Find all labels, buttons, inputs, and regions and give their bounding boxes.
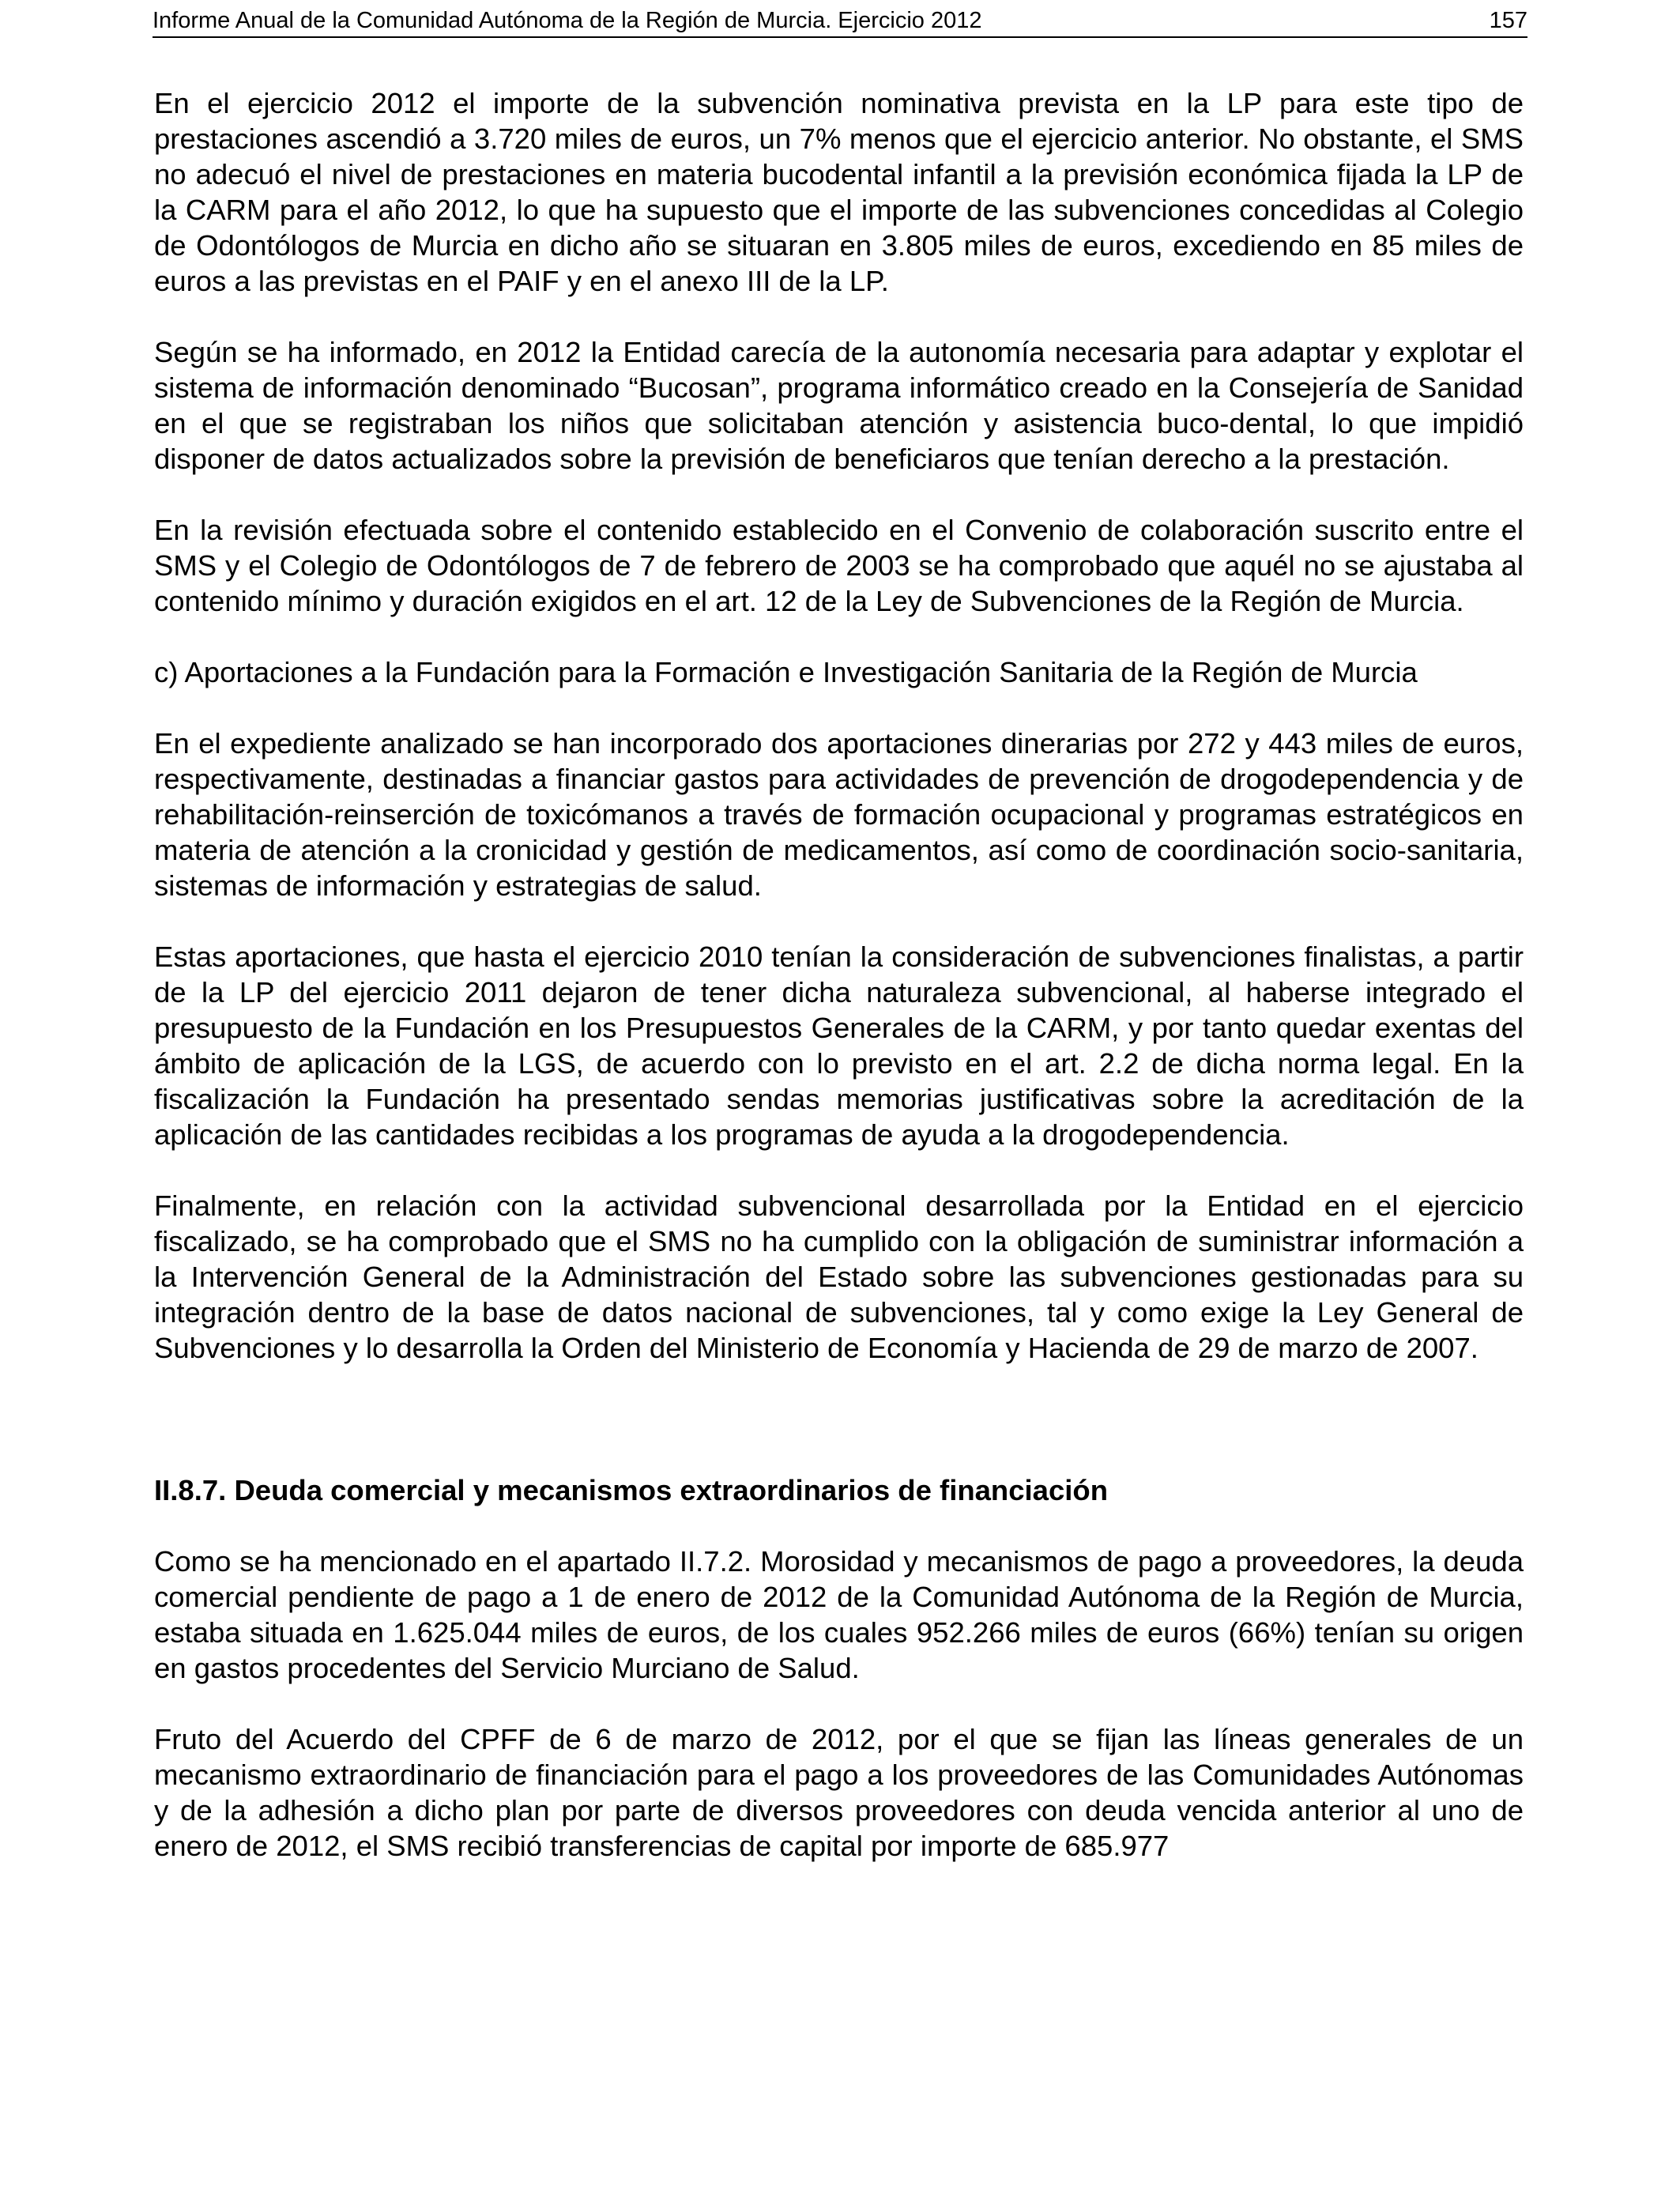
paragraph-bucosan: Según se ha informado, en 2012 la Entidad carecía de la autonomía necesaria para adaptar y explotar el sistema de información denominado “Bucosan”, programa informático creado en la Consejería de Sanidad en el que se registraban los niños que solicitaban atención y asistencia buco-dental, lo que impidió disponer de datos actualizados sobre la previsión de beneficiaros que tenían derecho a la prestación. [154,336,1524,475]
page-number: 157 [1489,8,1527,33]
running-header-title: Informe Anual de la Comunidad Autónoma de la Región de Murcia. Ejercicio 2012 [153,8,982,33]
paragraph-deuda-comercial: Como se ha mencionado en el apartado II.7.2. Morosidad y mecanismos de pago a proveedores, la deuda comercial pendiente de pago a 1 de enero de 2012 de la Comunidad Autónoma de la Región de Murcia, estaba situada en 1.625.044 miles de euros, de los cuales 952.266 miles de euros (66%) tenían su origen en gastos procedentes del Servicio Murciano de Salud. [154,1545,1524,1684]
paragraph-obligacion-informacion: Finalmente, en relación con la actividad subvencional desarrollada por la Entidad en el ejercicio fiscalizado, se ha comprobado que el SMS no ha cumplido con la obligación de suministrar información a la Intervención General de la Administración del Estado sobre las subvenciones gestionadas para su integración dentro de la base de datos nacional de subvenciones, tal y como exige la Ley General de Subvenciones y lo desarrolla la Orden del Ministerio de Economía y Hacienda de 29 de marzo de 2007. [154,1189,1524,1364]
paragraph-naturaleza-subvencional: Estas aportaciones, que hasta el ejercicio 2010 tenían la consideración de subvenciones finalistas, a partir de la LP del ejercicio 2011 dejaron de tener dicha naturaleza subvencional, al haberse integrado el presupuesto de la Fundación en los Presupuestos Generales de la CARM, y por tanto quedar exentas del ámbito de aplicación de la LGS, de acuerdo con lo previsto en el art. 2.2 de dicha norma legal. En la fiscalización la Fundación ha presentado sendas memorias justificativas sobre la acreditación de la aplicación de las cantidades recibidas a los programas de ayuda a la drogodependencia. [154,941,1524,1151]
page-header [153,5,1527,38]
paragraph-acuerdo-cpff: Fruto del Acuerdo del CPFF de 6 de marzo de 2012, por el que se fijan las líneas generales de un mecanismo extraordinario de financiación para el pago a los proveedores de las Comunidades Autónomas y de la adhesión a dicho plan por parte de diversos proveedores con deuda vencida anterior al uno de enero de 2012, el SMS recibió transferencias de capital por importe de 685.977 [154,1723,1524,1862]
subheading-aportaciones-fundacion: c) Aportaciones a la Fundación para la Formación e Investigación Sanitaria de la Región de Murcia [154,656,1418,688]
paragraph-aportaciones-dinerarias: En el expediente analizado se han incorporado dos aportaciones dinerarias por 272 y 443 miles de euros, respectivamente, destinadas a financiar gastos para actividades de prevención de drogodependencia y de rehabilitación-reinserción de toxicómanos a través de formación ocupacional y programas estratégicos en materia de atención a la cronicidad y gestión de medicamentos, así como de coordinación socio-sanitaria, sistemas de información y estrategias de salud. [154,727,1524,902]
document-body [154,85,1524,1899]
paragraph-subvencion-nominativa: En el ejercicio 2012 el importe de la subvención nominativa prevista en la LP para este tipo de prestaciones ascendió a 3.720 miles de euros, un 7% menos que el ejercicio anterior. No obstante, el SMS no adecuó el nivel de prestaciones en materia bucodental infantil a la previsión económica fijada la LP de la CARM para el año 2012, lo que ha supuesto que el importe de las subvenciones concedidas al Colegio de Odontólogos de Murcia en dicho año se situaran en 3.805 miles de euros, excediendo en 85 miles de euros a las previstas en el PAIF y en el anexo III de la LP. [154,87,1524,297]
section-spacer [154,1401,1524,1472]
section-heading-deuda-comercial: II.8.7. Deuda comercial y mecanismos extraordinarios de financiación [154,1474,1108,1506]
paragraph-convenio-colaboracion: En la revisión efectuada sobre el contenido establecido en el Convenio de colaboración suscrito entre el SMS y el Colegio de Odontólogos de 7 de febrero de 2003 se ha comprobado que aquél no se ajustaba al contenido mínimo y duración exigidos en el art. 12 de la Ley de Subvenciones de la Región de Murcia. [154,514,1524,617]
